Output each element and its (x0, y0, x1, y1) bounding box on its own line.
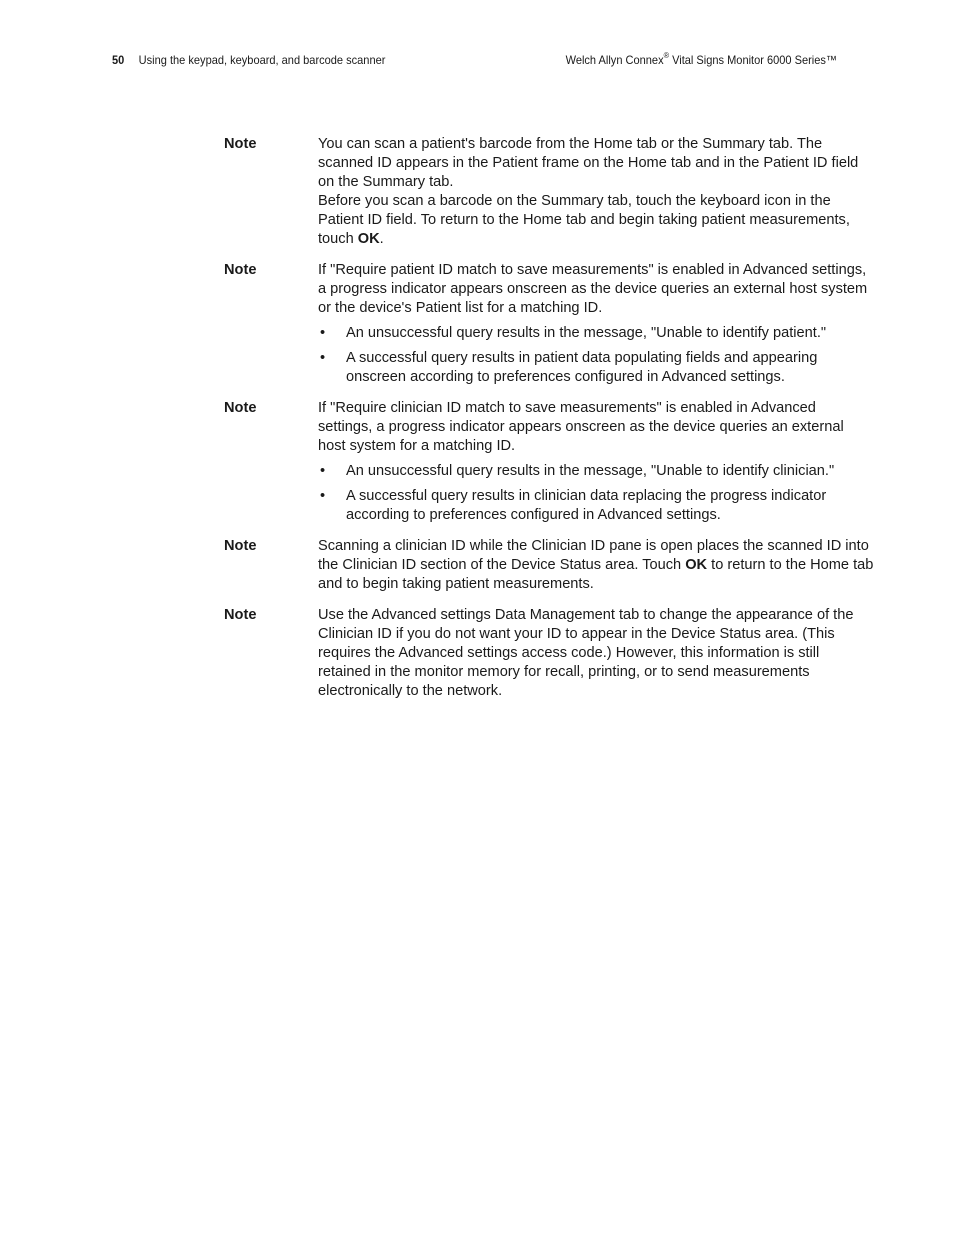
note-paragraph (318, 192, 874, 249)
list-item-text: A successful query results in clinician data replacing the progress indicator according to preferences configured in Advanced settings. (346, 488, 827, 523)
section-title: Using the keypad, keyboard, and barcode scanner (138, 53, 386, 67)
bullet-icon: • (320, 488, 326, 504)
note-paragraph (318, 537, 874, 594)
ok-label: OK (685, 557, 708, 573)
bullet-icon: • (320, 463, 326, 479)
note-patient-barcode (224, 135, 874, 249)
note-paragraph: Use the Advanced settings Data Management tab to change the appearance of the Clinician ID if you do not want your ID to appear in the Device Status area. (This requires the Advanced settings access code.) However, this information is still retained in the monitor memory for recall, printing, or to send measurements electronically to the network. (318, 607, 854, 699)
note-paragraph: If "Require patient ID match to save measurements" is enabled in Advanced settings, a progress indicator appears onscreen as the device queries an external host system or the device's Patient list for a matching ID. (318, 262, 868, 316)
bullet-icon: • (320, 325, 326, 341)
notes-section (224, 135, 874, 713)
note-clinician-id-match (224, 399, 874, 525)
note-clinician-scan (224, 537, 874, 594)
list-item (318, 462, 874, 481)
list-item (318, 349, 874, 387)
note-label: Note (224, 400, 257, 416)
note-patient-id-match (224, 261, 874, 387)
page-number: 50 (112, 53, 125, 67)
note-label: Note (224, 136, 257, 152)
note-label: Note (224, 538, 257, 554)
document-title-main: Welch Allyn Connex (565, 53, 664, 67)
note-body (318, 537, 874, 594)
registered-mark: ® (663, 51, 670, 60)
document-title-series: Vital Signs Monitor 6000 Series™ (669, 53, 837, 67)
list-item-text: A successful query results in patient data populating fields and appearing onscreen according to preferences configured in Advanced settings. (346, 350, 818, 385)
note-text: Scanning a clinician ID while the Clinician ID pane is open places the scanned ID into the Clinician ID section of the Device Status area. Touch (318, 538, 869, 573)
list-item (318, 324, 874, 343)
note-body (318, 606, 874, 701)
note-label: Note (224, 607, 257, 623)
note-body (318, 261, 874, 387)
document-title (566, 52, 837, 68)
bullet-list (318, 462, 874, 525)
note-body (318, 135, 874, 249)
note-label: Note (224, 262, 257, 278)
bullet-list (318, 324, 874, 387)
list-item-text: An unsuccessful query results in the message, "Unable to identify patient." (346, 325, 827, 341)
note-paragraph: If "Require clinician ID match to save measurements" is enabled in Advanced settings, a progress indicator appears onscreen as the device queries an external host system for a matching ID. (318, 400, 844, 454)
note-text: to return to the Home tab and to begin taking patient measurements. (318, 557, 874, 592)
list-item-text: An unsuccessful query results in the message, "Unable to identify clinician." (346, 463, 835, 479)
note-data-management (224, 606, 874, 701)
note-body (318, 399, 874, 525)
page-header (112, 51, 837, 70)
note-text: Before you scan a barcode on the Summary tab, touch the keyboard icon in the Patient ID field. To return to the Home tab and begin taking patient measurements, touch (318, 193, 850, 247)
list-item (318, 487, 874, 525)
bullet-icon: • (320, 350, 326, 366)
ok-label: OK (357, 231, 380, 247)
note-paragraph: You can scan a patient's barcode from the Home tab or the Summary tab. The scanned ID appears in the Patient frame on the Home tab and in the Patient ID field on the Summary tab. (318, 136, 859, 190)
note-text: . (379, 231, 384, 247)
